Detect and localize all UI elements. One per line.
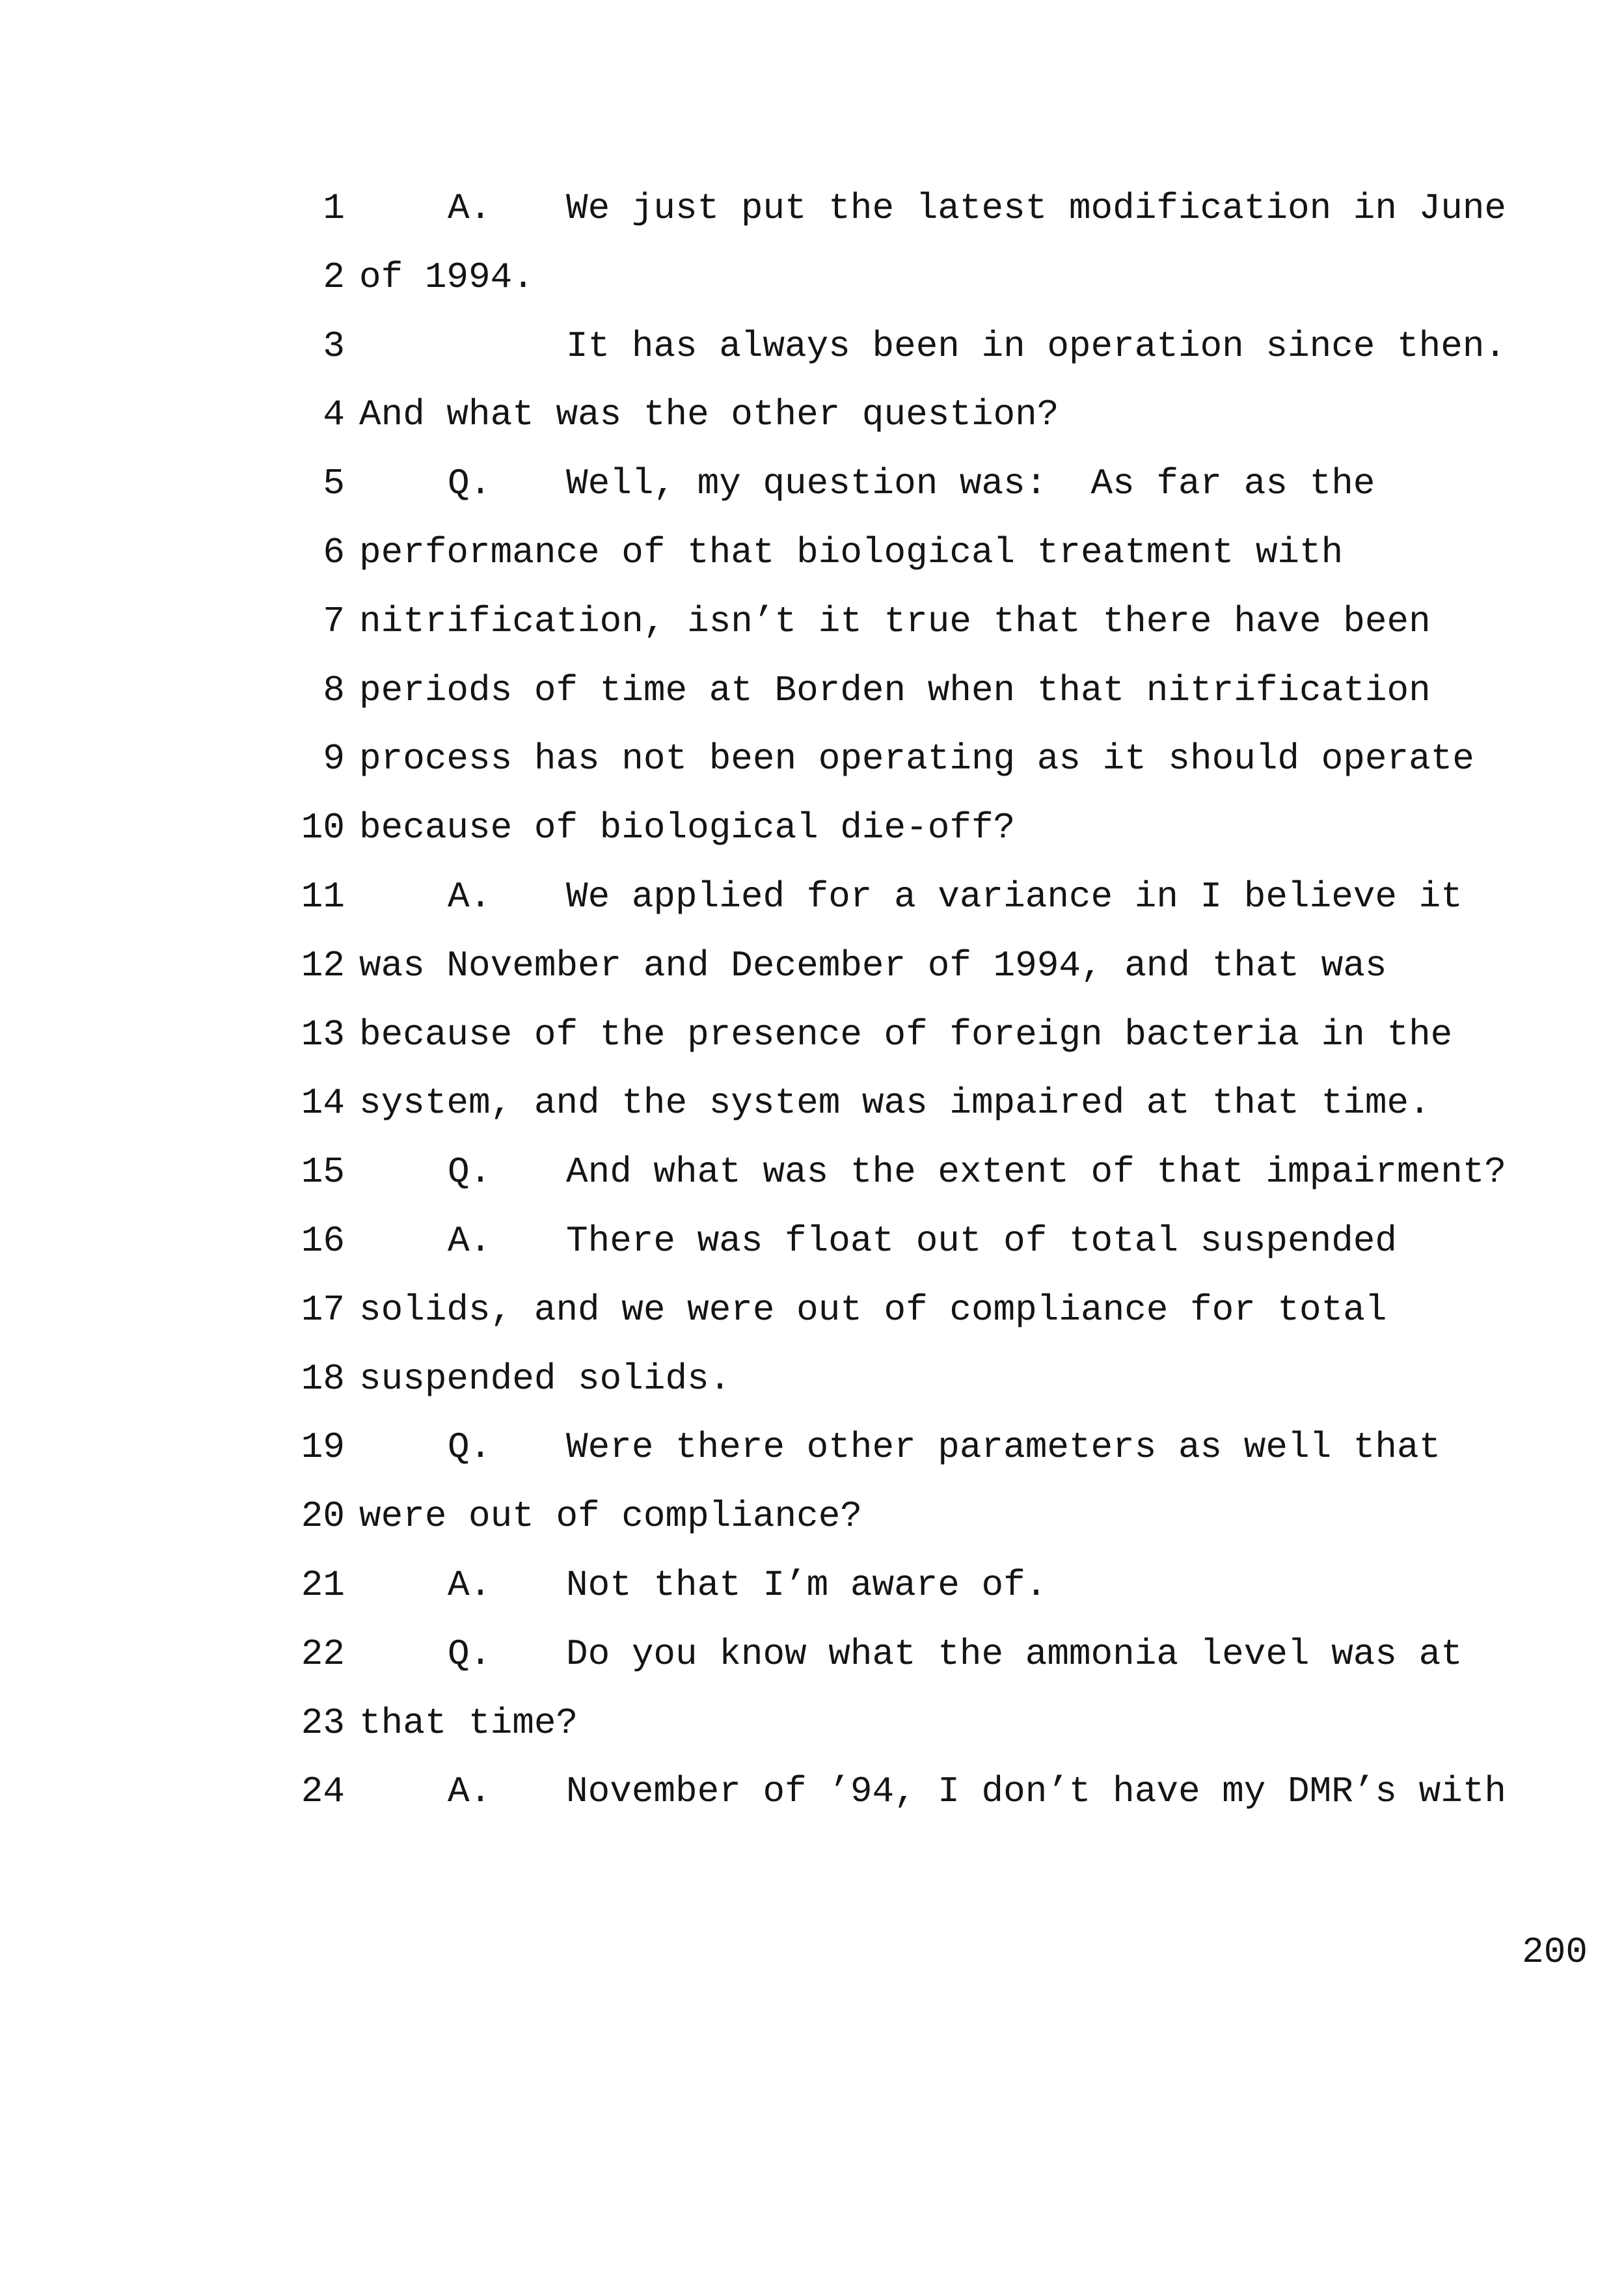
page-number: 200 (1522, 1931, 1588, 1973)
line-text: November of ’94, I don’t have my DMR’s with (566, 1771, 1507, 1812)
speaker-marker: Q. (448, 1151, 492, 1193)
line-text: And what was the other question? (359, 394, 1059, 435)
line-number: 24 (301, 1771, 345, 1812)
line-text: performance of that biological treatment with (359, 532, 1344, 573)
line-text: solids, and we were out of compliance for total (359, 1289, 1387, 1331)
transcript-line (0, 936, 1624, 995)
line-text: of 1994. (359, 256, 534, 298)
line-number: 19 (301, 1426, 345, 1468)
line-text: It has always been in operation since then. (566, 325, 1507, 367)
line-number: 2 (323, 256, 345, 298)
line-text: because of the presence of foreign bacteria in the (359, 1014, 1453, 1055)
line-text: were out of compliance? (359, 1495, 862, 1537)
line-number: 9 (323, 738, 345, 780)
transcript-line (0, 1074, 1624, 1132)
transcript-line (0, 1005, 1624, 1064)
transcript-line (0, 661, 1624, 720)
line-text: Not that I’m aware of. (566, 1564, 1048, 1606)
transcript-line (0, 1143, 1624, 1201)
transcript-line (0, 1625, 1624, 1683)
transcript-line (0, 454, 1624, 513)
line-number: 10 (301, 807, 345, 849)
line-number: 14 (301, 1082, 345, 1124)
transcript-line (0, 248, 1624, 306)
line-number: 6 (323, 532, 345, 573)
line-text: system, and the system was impaired at that time. (359, 1082, 1431, 1124)
line-number: 7 (323, 601, 345, 642)
transcript-line (0, 1487, 1624, 1545)
line-text: There was float out of total suspended (566, 1220, 1398, 1262)
speaker-marker: A. (448, 187, 492, 229)
transcript-line (0, 317, 1624, 375)
line-number: 16 (301, 1220, 345, 1262)
line-number: 12 (301, 945, 345, 986)
speaker-marker: A. (448, 1564, 492, 1606)
line-number: 11 (301, 876, 345, 917)
transcript-line (0, 867, 1624, 926)
speaker-marker: Q. (448, 463, 492, 504)
transcript-line (0, 523, 1624, 582)
line-text: because of biological die-off? (359, 807, 1016, 849)
line-text: We applied for a variance in I believe it (566, 876, 1463, 917)
speaker-marker: Q. (448, 1633, 492, 1675)
transcript-line (0, 179, 1624, 238)
transcript-line (0, 1350, 1624, 1408)
line-text: suspended solids. (359, 1358, 731, 1400)
line-text: nitrification, isn’t it true that there have been (359, 601, 1431, 642)
line-number: 20 (301, 1495, 345, 1537)
line-text: periods of time at Borden when that nitrification (359, 670, 1431, 711)
line-text: Were there other parameters as well that (566, 1426, 1441, 1468)
transcript-line (0, 1694, 1624, 1752)
speaker-marker: Q. (448, 1426, 492, 1468)
line-number: 18 (301, 1358, 345, 1400)
line-number: 3 (323, 325, 345, 367)
transcript-line (0, 1556, 1624, 1614)
speaker-marker: A. (448, 1220, 492, 1262)
line-number: 4 (323, 394, 345, 435)
line-text: Well, my question was: As far as the (566, 463, 1375, 504)
line-text: that time? (359, 1702, 578, 1744)
line-number: 17 (301, 1289, 345, 1331)
line-number: 13 (301, 1014, 345, 1055)
line-text: process has not been operating as it should operate (359, 738, 1474, 780)
line-number: 23 (301, 1702, 345, 1744)
line-number: 21 (301, 1564, 345, 1606)
transcript-line (0, 1762, 1624, 1821)
line-text: We just put the latest modification in June (566, 187, 1507, 229)
transcript-line (0, 729, 1624, 788)
speaker-marker: A. (448, 876, 492, 917)
transcript-line (0, 592, 1624, 651)
line-number: 5 (323, 463, 345, 504)
speaker-marker: A. (448, 1771, 492, 1812)
line-number: 15 (301, 1151, 345, 1193)
transcript-line (0, 1281, 1624, 1339)
transcript-line (0, 798, 1624, 857)
line-number: 8 (323, 670, 345, 711)
line-text: Do you know what the ammonia level was at (566, 1633, 1463, 1675)
line-text: And what was the extent of that impairment? (566, 1151, 1507, 1193)
transcript-line (0, 1418, 1624, 1476)
line-number: 22 (301, 1633, 345, 1675)
transcript-line (0, 1212, 1624, 1270)
transcript-line (0, 385, 1624, 444)
line-text: was November and December of 1994, and that was (359, 945, 1387, 986)
line-number: 1 (323, 187, 345, 229)
